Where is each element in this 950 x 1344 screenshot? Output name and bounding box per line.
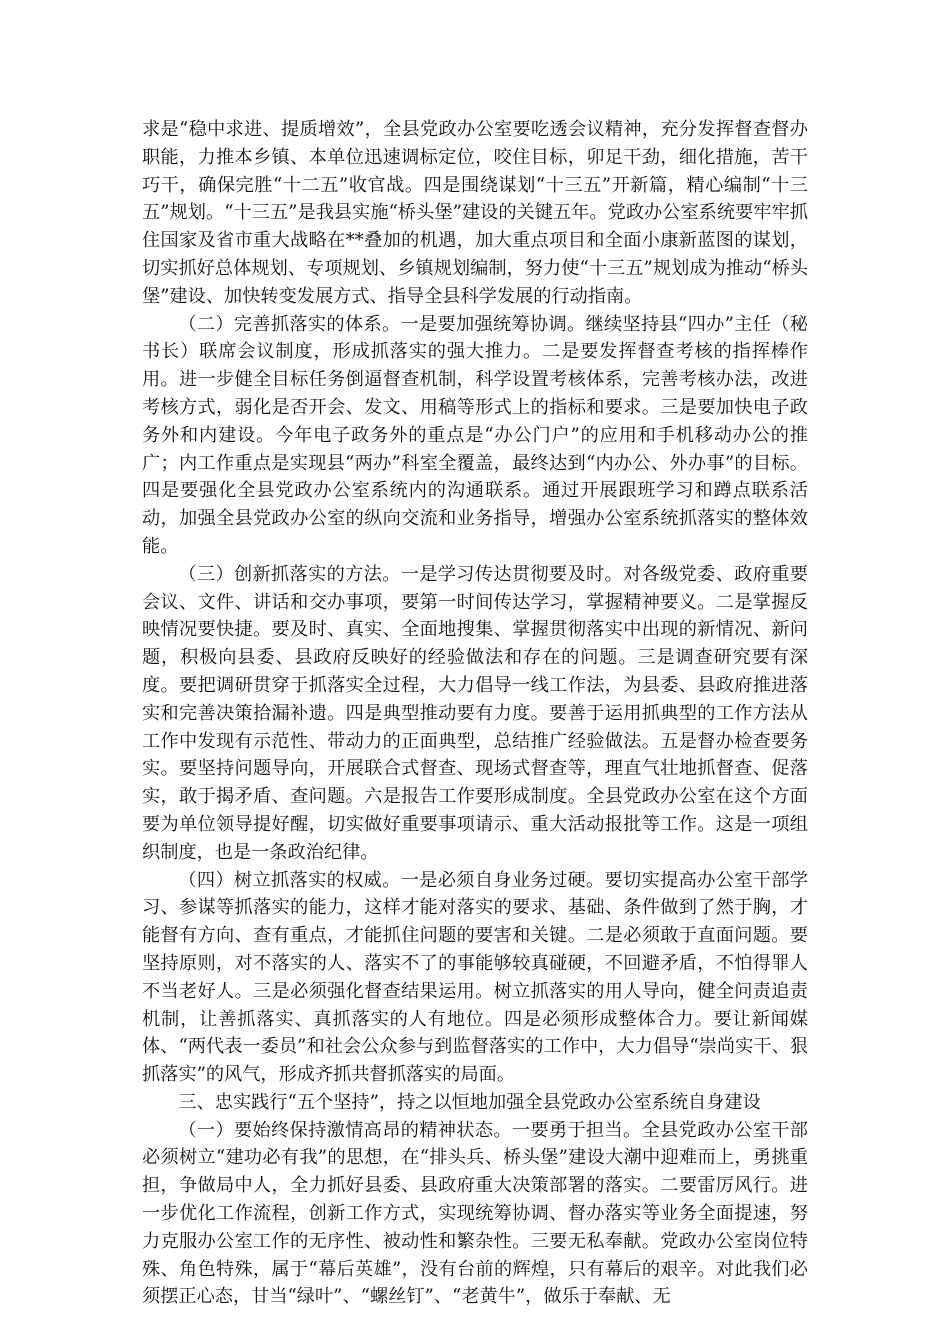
- paragraph-section-3-1: （一）要始终保持激情高昂的精神状态。一要勇于担当。全县党政办公室干部必须树立“建功必有我”的思想，在“排头兵、桥头堡”建设大潮中迎难而上，勇挑重担，争做局中人，全力抓好县委、县政府重大决策部署的落实。二要雷厉风行。进一步优化工作流程，创新工作方式，实现统筹协调、督办落实等业务全面提速，努力克服办公室工作的无序性、被动性和繁杂性。三要无私奉献。党政办公室岗位特殊、角色特殊，属于“幕后英雄”，没有台前的辉煌，只有幕后的艰辛。对此我们必须摆正心态，甘当“绿叶”、“螺丝钉”、“老黄牛”，做乐于奉献、无: [142, 1119, 808, 1308]
- paragraph-section-2-3: （三）创新抓落实的方法。一是学习传达贯彻要及时。对各级党委、政府重要会议、文件、讲话和交办事项，要第一时间传达学习，掌握精神要义。二是掌握反映情况要快捷。要及时、真实、全面地搜集、掌握贯彻落实中出现的新情况、新问题，积极向县委、县政府反映好的经验做法和存在的问题。三是调查研究要有深度。要把调研贯穿于抓落实全过程，大力倡导一线工作法，为县委、县政府推进落实和完善决策拾漏补遗。四是典型推动要有力度。要善于运用抓典型的工作方法从工作中发现有示范性、带动力的正面典型，总结推广经验做法。五是督办检查要务实。要坚持问题导向，开展联合式督查、现场式督查等，理直气壮地抓督查、促落实，敢于揭矛盾、查问题。六是报告工作要形成制度。全县党政办公室在这个方面要为单位领导提好醒，切实做好重要事项请示、重大活动报批等工作。这是一项组织制度，也是一条政治纪律。: [142, 563, 808, 863]
- document-body: [142, 116, 808, 1311]
- paragraph-section-2-2: （二）完善抓落实的体系。一是要加强统筹协调。继续坚持县“四办”主任（秘书长）联席会议制度，形成抓落实的强大推力。二是要发挥督查考核的指挥棒作用。进一步健全目标任务倒逼督查机制，科学设置考核体系，完善考核办法，改进考核方式，弱化是否开会、发文、用稿等形式上的指标和要求。三是要加快电子政务外和内建设。今年电子政务外的重点是“办公门户”的应用和手机移动办公的推广；内工作重点是实现县“两办”科室全覆盖，最终达到“内办公、外办事”的目标。四是要强化全县党政办公室系统内的沟通联系。通过开展跟班学习和蹲点联系活动，加强全县党政办公室的纵向交流和业务指导，增强办公室系统抓落实的整体效能。: [142, 313, 808, 557]
- paragraph-section-2-4: （四）树立抓落实的权威。一是必须自身业务过硬。要切实提高办公室干部学习、参谋等抓落实的能力，这样才能对落实的要求、基础、条件做到了然于胸，才能督有方向、查有重点，才能抓住问题的要害和关键。二是必须敢于直面问题。要坚持原则，对不落实的人、落实不了的事能够较真碰硬，不回避矛盾，不怕得罪人不当老好人。三是必须强化督查结果运用。树立抓落实的用人导向，健全问责追责机制，让善抓落实、真抓落实的人有地位。四是必须形成整体合力。要让新闻媒体、“两代表一委员”和社会公众参与到监督落实的工作中，大力倡导“崇尚实干、狠抓落实”的风气，形成齐抓共督抓落实的局面。: [142, 869, 808, 1086]
- section-heading-3: 三、忠实践行“五个坚持”，持之以恒地加强全县党政办公室系统自身建设: [178, 1091, 761, 1113]
- paragraph-continued: 求是“稳中求进、提质增效”，全县党政办公室要吃透会议精神，充分发挥督查督办职能，力推本乡镇、本单位迅速调标定位，咬住目标，卯足干劲，细化措施，苦干巧干，确保完胜“十二五”收官战。四是围绕谋划“十三五”开新篇，精心编制“十三五”规划。“十三五”是我县实施“桥头堡”建设的关键五年。党政办公室系统要牢牢抓住国家及省市重大战略在**叠加的机遇，加大重点项目和全面小康新蓝图的谋划，切实抓好总体规划、专项规划、乡镇规划编制，努力使“十三五”规划成为推动“桥头堡”建设、加快转变发展方式、指导全县科学发展的行动指南。: [142, 119, 808, 307]
